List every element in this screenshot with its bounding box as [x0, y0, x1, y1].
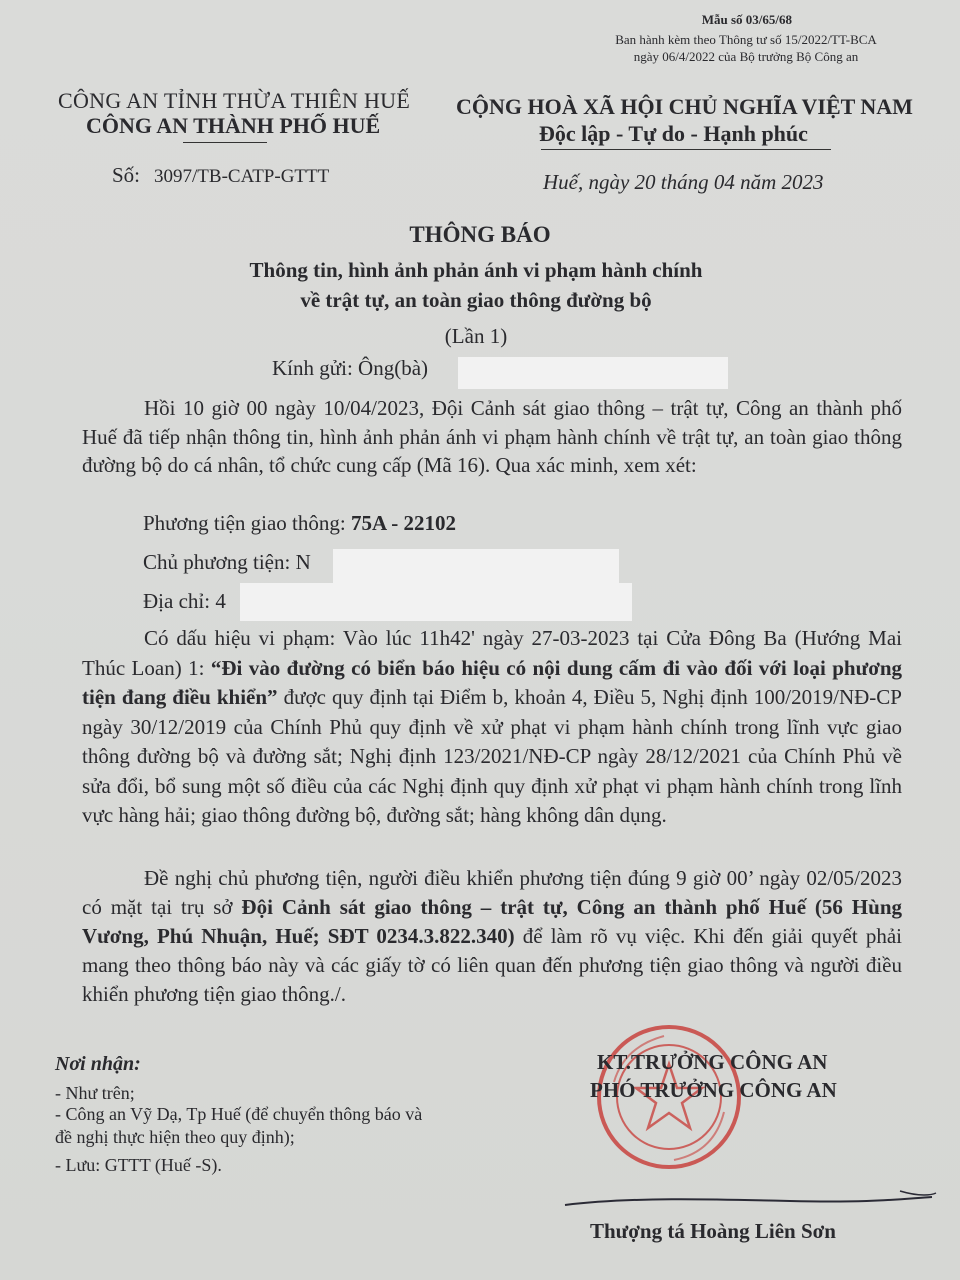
form-code: Mẫu số 03/65/68: [701, 12, 792, 27]
document-subtitle-line-1: Thông tin, hình ảnh phản ánh vi phạm hành chính: [249, 258, 703, 282]
paragraph-request: [82, 864, 902, 1009]
request-text-suffix: để làm rõ vụ việc. Khi đến giải quyết phải mang theo thông báo này và các giấy tờ có liên quan đến phương tiện giao thông và người điều khiển phương tiện giao thông./.: [82, 924, 902, 1006]
national-title: CỘNG HOÀ XÃ HỘI CHỦ NGHĨA VIỆT NAM: [456, 94, 913, 119]
document-subtitle-line-2: về trật tự, an toàn giao thông đường bộ: [300, 288, 652, 312]
form-issued-line-1: Ban hành kèm theo Thông tư số 15/2022/TT-BCA: [615, 32, 877, 47]
paragraph-receipt: Hồi 10 giờ 00 ngày 10/04/2023, Đội Cảnh sát giao thông – trật tự, Công an thành phố Huế đã tiếp nhận thông tin, hình ảnh phản ánh vi phạm hành chính về trật tự, an toàn giao thông đường bộ do cá nhân, tổ chức cung cấp (Mã 16). Qua xác minh, xem xét:: [82, 396, 902, 477]
address-field: [143, 589, 226, 614]
request-text-prefix: Đề nghị chủ phương tiện, người điều khiển phương tiện đúng 9 giờ 00’ ngày 02/05/2023 có mặt tại trụ sở: [82, 866, 902, 919]
agency-name: CÔNG AN THÀNH PHỐ HUẾ: [86, 113, 381, 138]
recipients-heading: Nơi nhận:: [55, 1053, 141, 1075]
national-motto: Độc lập - Tự do - Hạnh phúc: [539, 121, 808, 146]
redaction-box-address: [240, 583, 632, 621]
recipient-item: - Lưu: GTTT (Huế -S).: [55, 1155, 222, 1175]
violation-text-suffix: được quy định tại Điểm b, khoản 4, Điều 5, Nghị định 100/2019/NĐ-CP ngày 30/12/2019 của Chính Phủ quy định về xử phạt vi phạm hành chính trong lĩnh vực giao thông đường bộ và đường sắt; Nghị định 123/2021/NĐ-CP ngày 28/12/2021 của Chính Phủ về sửa đổi, bổ sung một số điều của các Nghị định quy định xử phạt vi phạm hành chính trong lĩnh vực hàng hải; giao thông đường bộ, đường sắt; hàng không dân dụng.: [82, 685, 902, 827]
document-number-value: 3097/TB-CATP-GTTT: [154, 166, 330, 187]
vehicle-label: Phương tiện giao thông:: [143, 511, 346, 535]
redaction-box-owner: [333, 549, 619, 583]
agency-underline: [183, 142, 267, 143]
signer-name: Thượng tá Hoàng Liên Sơn: [590, 1219, 836, 1243]
form-issued-note: [586, 31, 906, 65]
document-date: Huế, ngày 20 tháng 04 năm 2023: [543, 170, 824, 194]
owner-label: Chủ phương tiện:: [143, 550, 291, 574]
document-title: THÔNG BÁO: [409, 222, 551, 247]
address-visible-text: 4: [215, 589, 226, 613]
address-label: Địa chỉ:: [143, 589, 211, 613]
owner-field: [143, 550, 311, 575]
owner-visible-text: N: [295, 550, 311, 574]
document-number-label: Số:: [112, 163, 141, 187]
redaction-box-recipient: [458, 357, 728, 389]
agency-parent: CÔNG AN TỈNH THỪA THIÊN HUẾ: [58, 88, 411, 113]
notice-round: (Lần 1): [444, 324, 508, 348]
request-office: Đội Cảnh sát giao thông – trật tự, Công an thành phố Huế (56 Hùng Vương, Phú Nhuận, Huế; SĐT 0234.3.822.340): [82, 895, 903, 948]
violation-text-prefix: Có dấu hiệu vi phạm: Vào lúc 11h42' ngày 27-03-2023 tại Cửa Đông Ba (Hướng Mai Thúc Loan) 1:: [82, 626, 902, 680]
violation-description: “Đi vào đường có biển báo hiệu có nội dung cấm đi vào đối với loại phương tiện đang điều khiển”: [82, 655, 903, 709]
vehicle-plate: 75A - 22102: [350, 511, 456, 535]
document-number: [112, 163, 329, 188]
recipient-item: - Như trên;: [55, 1083, 135, 1103]
signature-title-line-1: KT.TRƯỞNG CÔNG AN: [597, 1050, 828, 1074]
greeting: Kính gửi: Ông(bà): [272, 356, 429, 380]
form-issued-line-2: ngày 06/4/2022 của Bộ trưởng Bộ Công an: [633, 49, 859, 64]
paragraph-violation: [82, 624, 902, 831]
signature-title-line-2: PHÓ TRƯỞNG CÔNG AN: [590, 1078, 837, 1102]
recipient-item: - Công an Vỹ Dạ, Tp Huế (để chuyển thông báo và: [55, 1104, 423, 1124]
vehicle-field: [143, 511, 456, 536]
recipient-item: đề nghị thực hiện theo quy định);: [55, 1127, 295, 1147]
motto-underline: [541, 149, 831, 150]
